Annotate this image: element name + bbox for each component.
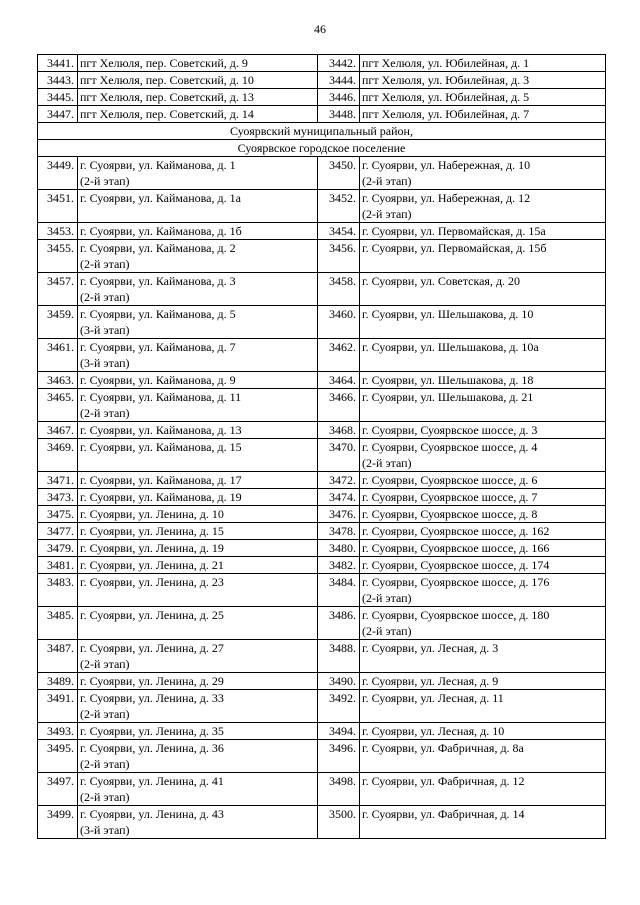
entry-number: 3496. [318, 740, 360, 773]
entry-address: г. Суоярви, ул. Ленина, д. 43 (3-й этап) [78, 806, 318, 839]
table-row [38, 372, 606, 389]
entry-address: г. Суоярви, ул. Ленина, д. 21 [78, 557, 318, 574]
entry-address: г. Суоярви, ул. Лесная, д. 11 [360, 690, 606, 723]
entry-number: 3459. [38, 306, 78, 339]
entry-number: 3487. [38, 640, 78, 673]
entry-address: г. Суоярви, ул. Фабричная, д. 12 [360, 773, 606, 806]
table-row [38, 422, 606, 439]
entry-address: г. Суоярви, ул. Кайманова, д. 9 [78, 372, 318, 389]
entry-address: г. Суоярви, Суоярвское шоссе, д. 174 [360, 557, 606, 574]
table-row [38, 273, 606, 306]
entry-address: г. Суоярви, ул. Ленина, д. 36 (2-й этап) [78, 740, 318, 773]
entry-address: г. Суоярви, ул. Ленина, д. 19 [78, 540, 318, 557]
entry-number: 3471. [38, 472, 78, 489]
table-row [38, 523, 606, 540]
entry-number: 3490. [318, 673, 360, 690]
table-row [38, 55, 606, 72]
table-row [38, 106, 606, 123]
subsection-title: Суоярвское городское поселение [38, 140, 606, 157]
address-table [37, 54, 606, 839]
entry-address: г. Суоярви, ул. Советская, д. 20 [360, 273, 606, 306]
entry-number: 3477. [38, 523, 78, 540]
entry-number: 3468. [318, 422, 360, 439]
entry-number: 3442. [318, 55, 360, 72]
entry-address: г. Суоярви, Суоярвское шоссе, д. 180 (2-й этап) [360, 607, 606, 640]
table-row [38, 190, 606, 223]
entry-address: г. Суоярви, ул. Шельшакова, д. 10а [360, 339, 606, 372]
entry-number: 3494. [318, 723, 360, 740]
entry-address: пгт Хелюля, ул. Юбилейная, д. 7 [360, 106, 606, 123]
entry-address: г. Суоярви, Суоярвское шоссе, д. 8 [360, 506, 606, 523]
entry-number: 3455. [38, 240, 78, 273]
table-row [38, 723, 606, 740]
entry-number: 3483. [38, 574, 78, 607]
entry-address: пгт Хелюля, ул. Юбилейная, д. 5 [360, 89, 606, 106]
entry-number: 3478. [318, 523, 360, 540]
entry-number: 3458. [318, 273, 360, 306]
entry-number: 3447. [38, 106, 78, 123]
subsection-row [38, 140, 606, 157]
entry-number: 3461. [38, 339, 78, 372]
entry-number: 3456. [318, 240, 360, 273]
entry-number: 3466. [318, 389, 360, 422]
table-row [38, 89, 606, 106]
entry-address: г. Суоярви, ул. Кайманова, д. 17 [78, 472, 318, 489]
entry-address: г. Суоярви, ул. Кайманова, д. 2 (2-й этап) [78, 240, 318, 273]
entry-address: пгт Хелюля, ул. Юбилейная, д. 3 [360, 72, 606, 89]
entry-number: 3482. [318, 557, 360, 574]
entry-address: г. Суоярви, Суоярвское шоссе, д. 166 [360, 540, 606, 557]
entry-number: 3488. [318, 640, 360, 673]
entry-address: г. Суоярви, Суоярвское шоссе, д. 4 (2-й этап) [360, 439, 606, 472]
entry-address: г. Суоярви, ул. Набережная, д. 12 (2-й этап) [360, 190, 606, 223]
entry-address: г. Суоярви, ул. Ленина, д. 41 (2-й этап) [78, 773, 318, 806]
entry-number: 3472. [318, 472, 360, 489]
table-row [38, 240, 606, 273]
entry-number: 3492. [318, 690, 360, 723]
entry-number: 3476. [318, 506, 360, 523]
table-row [38, 339, 606, 372]
entry-number: 3489. [38, 673, 78, 690]
table-row [38, 690, 606, 723]
entry-number: 3500. [318, 806, 360, 839]
entry-number: 3485. [38, 607, 78, 640]
table-row [38, 157, 606, 190]
entry-number: 3465. [38, 389, 78, 422]
entry-number: 3484. [318, 574, 360, 607]
entry-number: 3491. [38, 690, 78, 723]
entry-number: 3448. [318, 106, 360, 123]
entry-address: г. Суоярви, ул. Лесная, д. 10 [360, 723, 606, 740]
entry-number: 3498. [318, 773, 360, 806]
entry-number: 3460. [318, 306, 360, 339]
entry-number: 3481. [38, 557, 78, 574]
entry-address: пгт Хелюля, пер. Советский, д. 10 [78, 72, 318, 89]
entry-address: г. Суоярви, ул. Ленина, д. 33 (2-й этап) [78, 690, 318, 723]
section-row [38, 123, 606, 140]
entry-number: 3475. [38, 506, 78, 523]
entry-address: г. Суоярви, ул. Кайманова, д. 3 (2-й этап) [78, 273, 318, 306]
table-main-rows [38, 157, 606, 839]
entry-number: 3444. [318, 72, 360, 89]
table-row [38, 72, 606, 89]
entry-address: г. Суоярви, ул. Ленина, д. 35 [78, 723, 318, 740]
entry-address: г. Суоярви, ул. Фабричная, д. 8а [360, 740, 606, 773]
entry-address: г. Суоярви, ул. Шельшакова, д. 18 [360, 372, 606, 389]
entry-address: г. Суоярви, ул. Ленина, д. 15 [78, 523, 318, 540]
entry-number: 3462. [318, 339, 360, 372]
entry-address: г. Суоярви, ул. Набережная, д. 10 (2-й этап) [360, 157, 606, 190]
entry-address: г. Суоярви, ул. Кайманова, д. 1б [78, 223, 318, 240]
entry-address: пгт Хелюля, пер. Советский, д. 9 [78, 55, 318, 72]
entry-address: г. Суоярви, ул. Ленина, д. 10 [78, 506, 318, 523]
entry-address: г. Суоярви, ул. Первомайская, д. 15а [360, 223, 606, 240]
table-row [38, 223, 606, 240]
entry-address: г. Суоярви, ул. Шельшакова, д. 21 [360, 389, 606, 422]
table-row [38, 673, 606, 690]
table-top-rows [38, 55, 606, 123]
table-row [38, 506, 606, 523]
entry-number: 3464. [318, 372, 360, 389]
entry-number: 3474. [318, 489, 360, 506]
entry-address: г. Суоярви, ул. Ленина, д. 23 [78, 574, 318, 607]
entry-address: г. Суоярви, ул. Шельшакова, д. 10 [360, 306, 606, 339]
entry-number: 3479. [38, 540, 78, 557]
entry-number: 3499. [38, 806, 78, 839]
entry-number: 3452. [318, 190, 360, 223]
entry-number: 3445. [38, 89, 78, 106]
entry-address: г. Суоярви, ул. Кайманова, д. 11 (2-й этап) [78, 389, 318, 422]
entry-number: 3453. [38, 223, 78, 240]
entry-address: г. Суоярви, ул. Фабричная, д. 14 [360, 806, 606, 839]
entry-address: г. Суоярви, Суоярвское шоссе, д. 6 [360, 472, 606, 489]
section-title: Суоярвский муниципальный район, [38, 123, 606, 140]
entry-address: г. Суоярви, ул. Кайманова, д. 1а [78, 190, 318, 223]
entry-number: 3470. [318, 439, 360, 472]
entry-number: 3454. [318, 223, 360, 240]
entry-address: пгт Хелюля, ул. Юбилейная, д. 1 [360, 55, 606, 72]
entry-address: г. Суоярви, Суоярвское шоссе, д. 7 [360, 489, 606, 506]
entry-address: г. Суоярви, ул. Лесная, д. 3 [360, 640, 606, 673]
entry-address: г. Суоярви, Суоярвское шоссе, д. 176 (2-й этап) [360, 574, 606, 607]
entry-number: 3467. [38, 422, 78, 439]
entry-address: пгт Хелюля, пер. Советский, д. 14 [78, 106, 318, 123]
entry-address: г. Суоярви, ул. Кайманова, д. 15 [78, 439, 318, 472]
entry-address: г. Суоярви, Суоярвское шоссе, д. 3 [360, 422, 606, 439]
entry-number: 3457. [38, 273, 78, 306]
entry-number: 3473. [38, 489, 78, 506]
section-header [38, 123, 606, 157]
page-number: 46 [314, 22, 326, 36]
table-row [38, 607, 606, 640]
table-row [38, 489, 606, 506]
table-row [38, 540, 606, 557]
entry-number: 3450. [318, 157, 360, 190]
entry-number: 3480. [318, 540, 360, 557]
entry-number: 3463. [38, 372, 78, 389]
entry-address: пгт Хелюля, пер. Советский, д. 13 [78, 89, 318, 106]
entry-address: г. Суоярви, ул. Кайманова, д. 5 (3-й этап) [78, 306, 318, 339]
table-row [38, 773, 606, 806]
entry-number: 3495. [38, 740, 78, 773]
table-row [38, 574, 606, 607]
entry-address: г. Суоярви, ул. Лесная, д. 9 [360, 673, 606, 690]
entry-address: г. Суоярви, ул. Кайманова, д. 1 (2-й этап) [78, 157, 318, 190]
table-row [38, 389, 606, 422]
entry-address: г. Суоярви, ул. Ленина, д. 25 [78, 607, 318, 640]
entry-number: 3441. [38, 55, 78, 72]
table-row [38, 640, 606, 673]
table-row [38, 557, 606, 574]
table-row [38, 439, 606, 472]
entry-number: 3497. [38, 773, 78, 806]
table-row [38, 306, 606, 339]
entry-address: г. Суоярви, ул. Кайманова, д. 19 [78, 489, 318, 506]
entry-number: 3443. [38, 72, 78, 89]
entry-address: г. Суоярви, ул. Первомайская, д. 15б [360, 240, 606, 273]
entry-number: 3451. [38, 190, 78, 223]
entry-address: г. Суоярви, ул. Кайманова, д. 13 [78, 422, 318, 439]
entry-number: 3469. [38, 439, 78, 472]
entry-number: 3446. [318, 89, 360, 106]
table-row [38, 740, 606, 773]
table-row [38, 472, 606, 489]
entry-address: г. Суоярви, Суоярвское шоссе, д. 162 [360, 523, 606, 540]
entry-address: г. Суоярви, ул. Ленина, д. 27 (2-й этап) [78, 640, 318, 673]
entry-address: г. Суоярви, ул. Ленина, д. 29 [78, 673, 318, 690]
entry-number: 3449. [38, 157, 78, 190]
entry-number: 3486. [318, 607, 360, 640]
entry-number: 3493. [38, 723, 78, 740]
entry-address: г. Суоярви, ул. Кайманова, д. 7 (3-й этап) [78, 339, 318, 372]
table-row [38, 806, 606, 839]
